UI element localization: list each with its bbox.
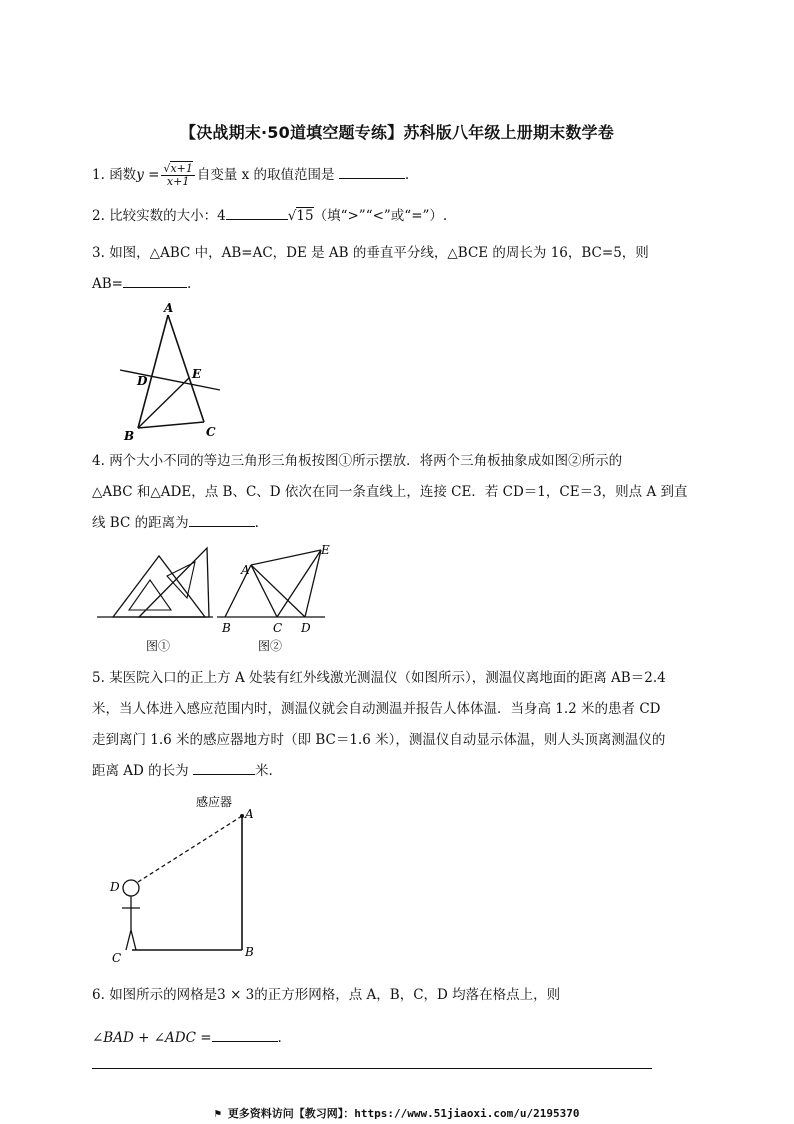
q1-numerator: x+1 [170, 162, 193, 175]
question-number: 6. [92, 987, 105, 1003]
segment-ce [277, 550, 321, 617]
question-number: 1. [92, 167, 105, 183]
q4-figure-1 [95, 540, 215, 625]
answer-blank-4[interactable] [189, 513, 255, 527]
question-number: 2. [92, 208, 105, 224]
q3-line2b: . [186, 276, 192, 292]
q5-line1: 某医院入口的正上方 A 处装有红外线激光测温仪（如图所示），测温仪离地面的距离 AB＝2.4 [109, 670, 666, 686]
flag-icon: ⚑ [214, 1107, 228, 1120]
q2-text2: （填“>”“<”或“=”）. [313, 208, 448, 224]
question-2 [92, 206, 447, 226]
question-3-line2 [92, 274, 191, 294]
label-d: D [110, 880, 120, 894]
q1-fraction: $\frac{√x+1}{x+1}$ [163, 162, 193, 188]
question-4-line3 [92, 513, 259, 533]
question-4 [92, 451, 622, 471]
answer-blank-3[interactable] [123, 274, 187, 288]
person-leg-left [126, 930, 131, 950]
label-d: D [137, 374, 148, 388]
answer-blank-2[interactable] [226, 206, 288, 220]
label-a: A [241, 563, 250, 577]
q4-line1: 两个大小不同的等边三角形三角板按图①所示摆放．将两个三角板抽象成如图②所示的 [109, 453, 623, 469]
footer [0, 1105, 794, 1121]
sensor-label: 感应器 [196, 795, 233, 809]
answer-blank-6[interactable] [212, 1028, 278, 1042]
question-6-line2 [92, 1028, 282, 1048]
large-triangle-board [139, 548, 209, 617]
q4-line3a: 线 BC 的距离为 [92, 515, 189, 531]
q5-line2: 米，当人体进入感应范围内时，测温仪就会自动测温并报告人体体温．当身高 1.2 米的患者 CD [92, 701, 661, 717]
q4-line3b: . [254, 515, 259, 531]
q2-sqrt-value: 15 [296, 208, 314, 224]
segment-bc [138, 422, 204, 428]
label-c: C [273, 621, 283, 635]
segment-ab [138, 315, 168, 428]
segment-ed [305, 550, 321, 617]
question-number: 4. [92, 453, 105, 469]
label-d: D [301, 621, 311, 635]
label-c: C [112, 951, 122, 965]
question-4-line2 [92, 482, 688, 502]
q5-figure [104, 790, 274, 970]
label-b: B [222, 621, 231, 635]
label-e: E [192, 367, 202, 381]
q1-pre: 函数 [109, 167, 137, 183]
answer-blank-1[interactable] [339, 165, 405, 179]
segment-ae [251, 550, 321, 565]
label-e: E [321, 543, 330, 557]
q4-line2: △ABC 和△ADE，点 B、C、D 依次在同一条直线上，连接 CE．若 CD＝1，CE＝3，则点 A 到直 [92, 484, 688, 500]
footer-divider [92, 1068, 652, 1069]
q5-line4a: 距离 AD 的长为 [92, 763, 189, 779]
question-5-line4 [92, 761, 273, 781]
question-5 [92, 668, 666, 688]
question-6 [92, 985, 560, 1005]
caption-figure-2: 图② [258, 639, 283, 653]
question-5-line2 [92, 699, 661, 719]
segment-ac [251, 565, 277, 617]
perpendicular-bisector [120, 370, 220, 390]
page-title: 【决战期末·50道填空题专练】苏科版八年级上册期末数学卷 [180, 123, 614, 142]
q6-line1: 如图所示的网格是3 × 3的正方形网格，点 A，B，C，D 均落在格点上，则 [109, 987, 561, 1003]
q1-y: y = [136, 167, 160, 183]
person-leg-right [131, 930, 136, 950]
q1-post: 自变量 x 的取值范围是 [196, 167, 335, 183]
question-1 [92, 163, 409, 188]
sqrt-symbol: √ [287, 208, 297, 224]
question-3 [92, 243, 649, 263]
q5-line4b: 米. [254, 763, 273, 779]
q6-end: . [277, 1030, 282, 1046]
q3-triangle-figure [110, 300, 230, 445]
label-b: B [124, 429, 135, 443]
footer-link[interactable]: 更多资料访问【教习网】：https://www.51jiaoxi.com/u/2195370 [227, 1107, 580, 1120]
label-a: A [245, 807, 254, 821]
question-number: 3. [92, 245, 105, 261]
segment-ad-dashed [138, 816, 242, 882]
large-triangle-hole [167, 562, 195, 598]
q1-end: . [404, 167, 410, 183]
answer-blank-5[interactable] [193, 761, 255, 775]
q3-line2a: AB= [92, 276, 123, 292]
person-head [123, 880, 139, 896]
q2-text1: 比较实数的大小：4 [109, 208, 226, 224]
segment-ad [251, 565, 305, 617]
label-b: B [245, 945, 254, 959]
sensor-point [240, 814, 244, 818]
caption-figure-1: 图① [146, 639, 171, 653]
label-c: C [206, 425, 216, 439]
q1-denominator: x+1 [166, 175, 190, 188]
small-triangle-board [113, 556, 205, 617]
question-5-line3 [92, 730, 665, 750]
q5-line3: 走到离门 1.6 米的感应器地方时（即 BC＝1.6 米），测温仪自动显示体温，则人头顶离测温仪的 [92, 732, 666, 748]
q3-line1: 如图，△ABC 中，AB=AC，DE 是 AB 的垂直平分线，△BCE 的周长为 16，BC=5，则 [109, 245, 649, 261]
q6-expression: ∠BAD + ∠ADC = [92, 1030, 212, 1046]
question-number: 5. [92, 670, 105, 686]
label-a: A [164, 301, 174, 315]
q4-figure-2 [215, 540, 340, 635]
